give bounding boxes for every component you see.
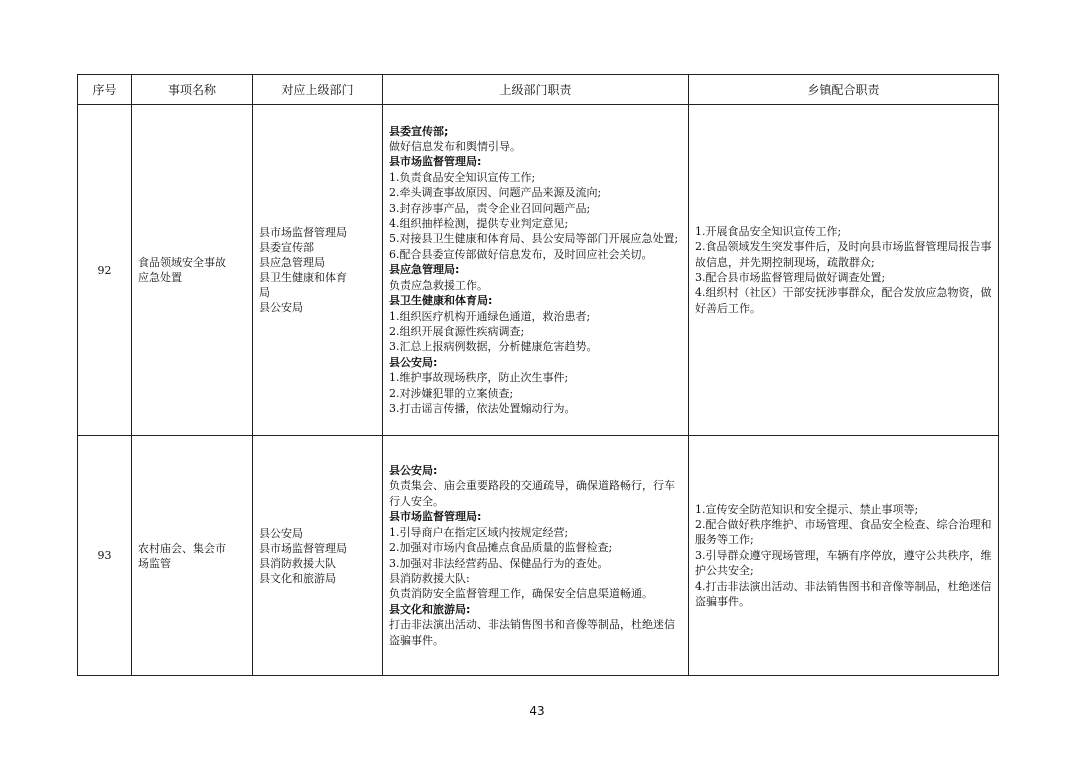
duty-line: 负责应急救援工作。: [389, 278, 488, 292]
duty-line: 县市场监督管理局:: [389, 510, 482, 524]
duty-line: 县公安局:: [389, 355, 438, 369]
page-number: 43: [529, 704, 545, 718]
town-duty-line: 1.开展食品安全知识宣传工作;: [695, 224, 842, 238]
header-item-name: 事项名称: [132, 75, 253, 105]
header-town-duties: 乡镇配合职责: [689, 75, 999, 105]
duty-line: 负责集会、庙会重要路段的交通疏导，确保道路畅行，行车行人安全。: [389, 479, 675, 508]
town-duty-line: 1.宣传安全防范知识和安全提示、禁止事项等;: [695, 502, 919, 516]
dept-line: 县市场监督管理局: [259, 226, 347, 239]
table-header-row: [78, 75, 999, 105]
item-name-line: 场监管: [138, 556, 171, 570]
duty-line: 县文化和旅游局:: [389, 602, 471, 616]
item-name-cell: [132, 436, 253, 676]
duty-line: 县卫生健康和体育局:: [389, 294, 493, 308]
dept-line: 局: [259, 286, 270, 299]
duty-line: 1.引导商户在指定区域内按规定经营;: [389, 525, 569, 539]
duty-line: 3.汇总上报病例数据，分析健康危害趋势。: [389, 340, 598, 354]
dept-line: 县应急管理局: [259, 256, 325, 269]
dept-line: 县消防救援大队: [259, 556, 336, 570]
duty-line: 3.封存涉事产品，责令企业召回问题产品;: [389, 201, 591, 215]
duty-line: 打击非法演出活动、非法销售图书和音像等制品，杜绝迷信盗骗事件。: [389, 618, 675, 647]
duty-line: 4.组织抽样检测，提供专业判定意见;: [389, 217, 569, 231]
row-number: 92: [78, 105, 132, 436]
town-duty-line: 3.引导群众遵守现场管理，车辆有序停放，遵守公共秩序，维护公共安全;: [695, 548, 992, 578]
town-duty-line: 2.食品领域发生突发事件后，及时向县市场监督管理局报告事故信息，并先期控制现场，疏散群众;: [695, 240, 992, 269]
responsibility-table: [77, 74, 999, 676]
town-duty-line: 4.组织村（社区）干部安抚涉事群众，配合发放应急物资，做好善后工作。: [695, 286, 992, 315]
item-name-line: 食品领域安全事故: [138, 256, 226, 269]
duty-line: 1.负责食品安全知识宣传工作;: [389, 170, 536, 184]
duty-line: 负责消防安全监督管理工作，确保安全信息渠道畅通。: [389, 587, 653, 601]
header-superior-duties: 上级部门职责: [383, 75, 689, 105]
dept-line: 县卫生健康和体育: [259, 271, 347, 284]
header-superior-dept: 对应上级部门: [253, 75, 383, 105]
dept-line: 县委宣传部: [259, 241, 314, 254]
dept-line: 县文化和旅游局: [259, 571, 336, 585]
town-duty-line: 2.配合做好秩序维护、市场管理、食品安全检查、综合治理和服务等工作;: [695, 517, 992, 547]
duty-line: 6.配合县委宣传部做好信息发布，及时回应社会关切。: [389, 247, 653, 261]
duty-line: 5.对接县卫生健康和体育局、县公安局等部门开展应急处置;: [389, 232, 679, 246]
superior-duties-cell: [383, 436, 689, 676]
town-duty-line: 4.打击非法演出活动、非法销售图书和音像等制品，杜绝迷信盗骗事件。: [695, 579, 992, 609]
duty-line: 2.对涉嫌犯罪的立案侦查;: [389, 386, 514, 400]
duty-line: 2.组织开展食源性疾病调查;: [389, 324, 525, 338]
duty-line: 县公安局:: [389, 464, 438, 478]
row-number: 93: [78, 436, 132, 676]
item-name-cell: [132, 105, 253, 436]
duty-line: 1.维护事故现场秩序，防止次生事件;: [389, 371, 569, 385]
dept-cell: [253, 105, 383, 436]
dept-line: 县公安局: [259, 301, 303, 314]
item-name-line: 农村庙会、集会市: [138, 541, 226, 555]
duty-line: 2.牵头调查事故原因、问题产品来源及流向;: [389, 186, 602, 200]
dept-line: 县公安局: [259, 526, 303, 540]
duty-line: 县市场监督管理局:: [389, 155, 482, 169]
dept-line: 县市场监督管理局: [259, 541, 347, 555]
header-seq: 序号: [78, 75, 132, 105]
town-duty-line: 3.配合县市场监督管理局做好调查处置;: [695, 271, 886, 284]
town-duties-cell: [689, 436, 999, 676]
town-duties-cell: [689, 105, 999, 436]
dept-cell: [253, 436, 383, 676]
table-row: [78, 436, 999, 676]
duty-line: 县委宣传部;: [389, 124, 449, 138]
table-row: [78, 105, 999, 436]
duty-line: 3.打击谣言传播，依法处置煽动行为。: [389, 401, 576, 415]
superior-duties-cell: [383, 105, 689, 436]
duty-line: 县消防救援大队:: [389, 571, 470, 585]
duty-line: 县应急管理局:: [389, 263, 460, 277]
duty-line: 做好信息发布和舆情引导。: [389, 140, 521, 154]
duty-line: 2.加强对市场内食品摊点食品质量的监督检查;: [389, 541, 613, 555]
duty-line: 3.加强对非法经营药品、保健品行为的查处。: [389, 556, 609, 570]
item-name-line: 应急处置: [138, 271, 182, 284]
duty-line: 1.组织医疗机构开通绿色通道，救治患者;: [389, 309, 591, 323]
